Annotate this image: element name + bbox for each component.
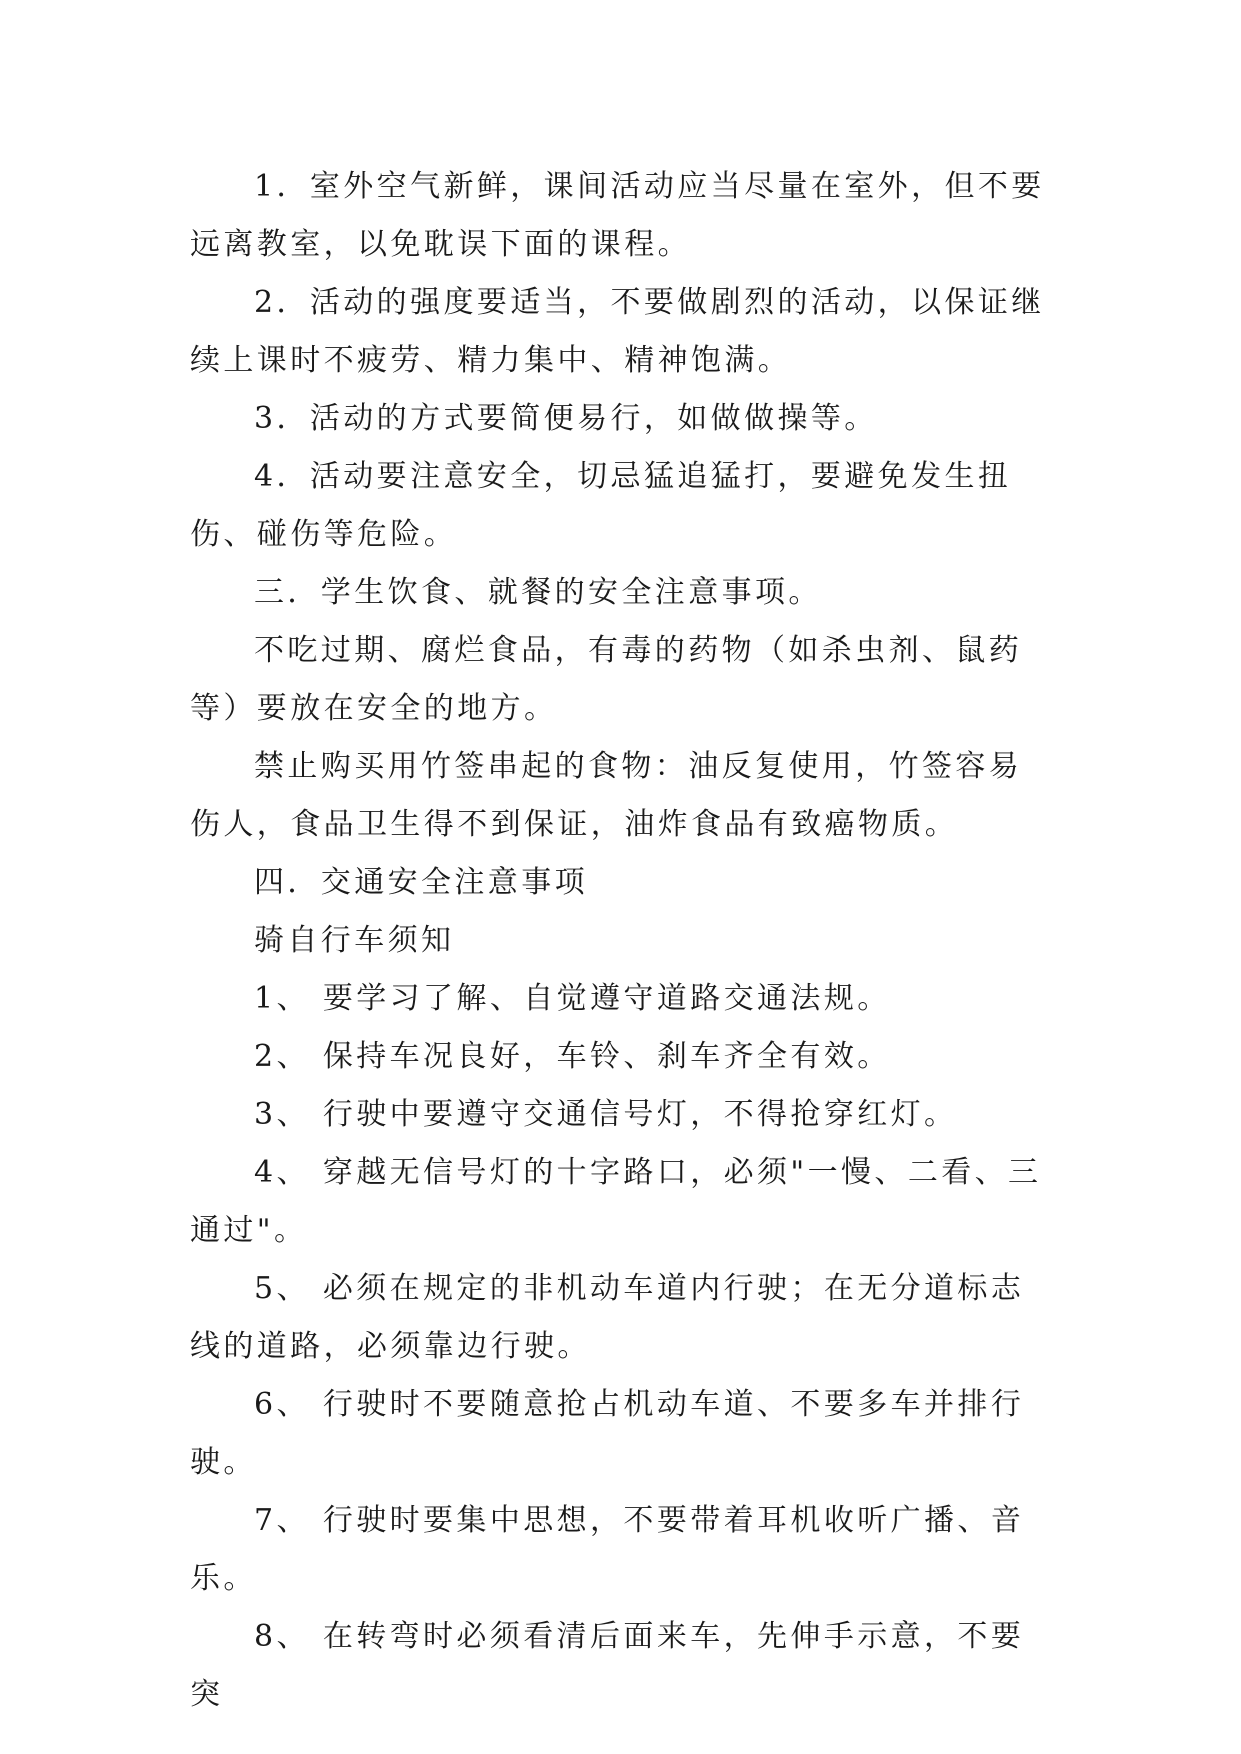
rule-item-4: 4、 穿越无信号灯的十字路口，必须"一慢、二看、三通过"。 [190,1155,1042,1248]
paragraph-4: 4．活动要注意安全，切忌猛追猛打，要避免发生扭伤、碰伤等危险。 [190,459,1012,552]
rule-item-5: 5、 必须在规定的非机动车道内行驶；在无分道标志线的道路，必须靠边行驶。 [190,1271,1025,1364]
section-heading-3: 三．学生饮食、就餐的安全注意事项。 [254,575,822,610]
document-body [190,158,1050,1724]
paragraph-2: 2．活动的强度要适当，不要做剧烈的活动，以保证继续上课时不疲劳、精力集中、精神饱满。 [190,285,1045,378]
rule-item-8: 8、 在转弯时必须看清后面来车，先伸手示意，不要突 [190,1619,1025,1712]
rule-item-2: 2、 保持车况良好，车铃、刹车齐全有效。 [254,1039,891,1074]
paragraph-food-2: 禁止购买用竹签串起的食物：油反复使用，竹签容易伤人，食品卫生得不到保证，油炸食品有致癌物质。 [190,749,1023,842]
rule-item-6: 6、 行驶时不要随意抢占机动车道、不要多车并排行驶。 [190,1387,1025,1480]
rule-item-3: 3、 行驶中要遵守交通信号灯，不得抢穿红灯。 [254,1097,958,1132]
section-heading-4: 四．交通安全注意事项 [254,865,588,900]
paragraph-1: 1．室外空气新鲜，课间活动应当尽量在室外，但不要远离教室，以免耽误下面的课程。 [190,169,1045,262]
subheading-bicycle: 骑自行车须知 [254,923,455,958]
paragraph-food-1: 不吃过期、腐烂食品，有毒的药物（如杀虫剂、鼠药等）要放在安全的地方。 [190,633,1023,726]
rule-item-7: 7、 行驶时要集中思想，不要带着耳机收听广播、音乐。 [190,1503,1025,1596]
paragraph-3: 3．活动的方式要简便易行，如做做操等。 [254,401,878,436]
rule-item-1: 1、 要学习了解、自觉遵守道路交通法规。 [254,981,891,1016]
